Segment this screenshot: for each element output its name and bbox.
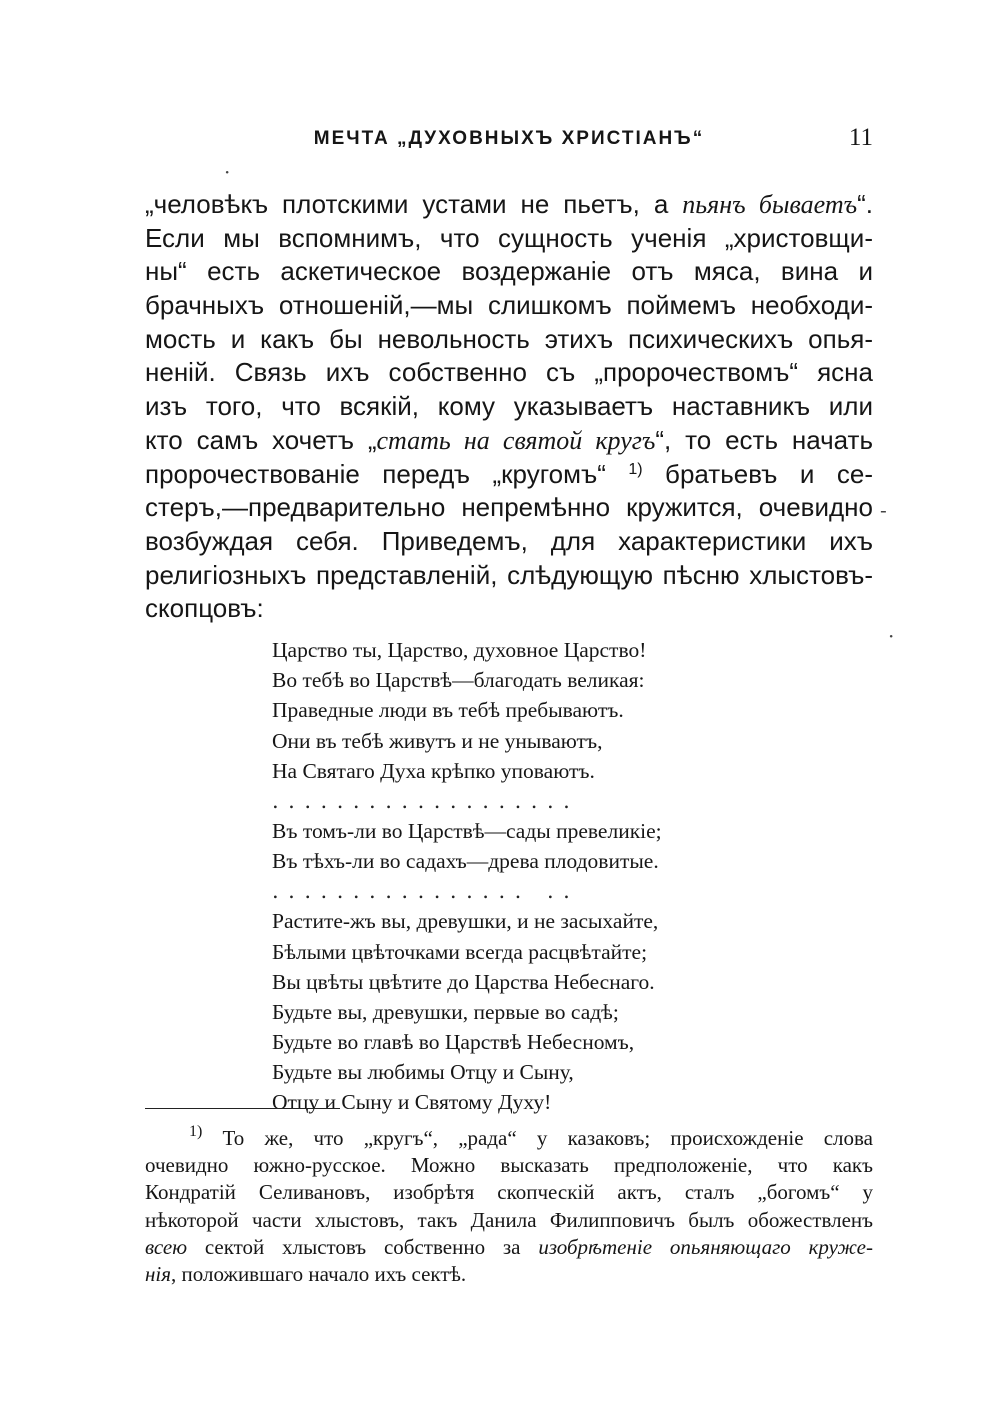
verse-line: Въ томъ-ли во Царствѣ—сады превеликіе;	[272, 818, 662, 843]
footnote-line	[145, 1261, 873, 1288]
body-line	[145, 188, 873, 222]
verse-line: Будьте вы любимы Отцу и Сыну,	[272, 1060, 574, 1085]
text-span: пророчествованіе передъ „кругомъ“	[145, 458, 629, 489]
verse-line: Они въ тебѣ живутъ и не унываютъ,	[272, 728, 603, 753]
margin-dot-right: ·	[888, 624, 895, 648]
ellipsis-row: ................ ..	[272, 879, 580, 904]
italic-phrase: изобрѣтеніе опьяняющаго круже-	[538, 1234, 873, 1259]
song-verse	[272, 635, 742, 1118]
footnote-marker: 1)	[189, 1123, 203, 1140]
stanza-2	[272, 816, 742, 876]
verse-line: Вы цвѣты цвѣтите до Царства Небеснаго.	[272, 969, 655, 994]
text-span: сектой хлыстовъ собственно за	[187, 1234, 539, 1259]
italic-phrase: всею	[145, 1234, 188, 1259]
footnote-line: Кондратій Селивановъ, изобрѣтя скопческій актъ, сталъ „богомъ“ у	[145, 1180, 873, 1205]
body-paragraph	[145, 188, 873, 626]
italic-phrase: стать на святой кругъ	[376, 425, 656, 455]
body-line: мость и какъ бы невольность этихъ психическихъ опья-	[145, 323, 873, 354]
text-span: кто самъ хочетъ „	[145, 424, 377, 455]
footnote-rule	[145, 1108, 340, 1109]
verse-line: Бѣлыми цвѣточками всегда расцвѣтайте;	[272, 939, 648, 964]
verse-line: Растите-жъ вы, древушки, и не засыхайте,	[272, 909, 659, 934]
body-line: ны“ есть аскетическое воздержаніе отъ мяса, вина и	[145, 256, 873, 287]
body-line: изъ того, что всякій, кому указываетъ наставникъ или	[145, 391, 873, 422]
body-line: религіозныхъ представленій, слѣдующую пѣсню хлыстовъ-	[145, 559, 873, 590]
body-line	[145, 424, 873, 458]
verse-line: Во тебѣ во Царствѣ—благодать великая:	[272, 668, 645, 693]
verse-line: Будьте вы, древушки, первые во садѣ;	[272, 999, 619, 1024]
body-line: Если мы вспомнимъ, что сущность ученія „христовщи-	[145, 222, 873, 253]
text-span: “, то есть начать	[655, 424, 873, 455]
footnote-reference: 1)	[628, 460, 643, 478]
text-span: братьевъ и се-	[642, 458, 873, 489]
body-line: скопцовъ:	[145, 593, 264, 624]
footnote	[145, 1125, 873, 1288]
text-span: То же, что „кругъ“, „рада“ у казаковъ; происхожденіе слова	[202, 1126, 873, 1150]
text-span: „человѣкъ плотскими устами не пьетъ, а	[145, 189, 683, 219]
running-title: МЕЧТА „ДУХОВНЫХЪ ХРИСТІАНЪ“	[313, 128, 705, 149]
italic-phrase: нія	[145, 1261, 172, 1286]
stanza-1	[272, 635, 742, 786]
page-header	[145, 124, 873, 156]
footnote-line: очевидно южно-русское. Можно высказать предположеніе, что какъ	[145, 1153, 873, 1178]
footnote-line	[145, 1234, 873, 1261]
text-span: “.	[857, 189, 874, 219]
body-line	[145, 458, 873, 492]
margin-dot-left: ·	[224, 160, 231, 184]
italic-phrase: пьянъ бываетъ	[682, 190, 858, 219]
body-line: возбуждая себя. Приведемъ, для характеристики ихъ	[145, 525, 873, 556]
verse-line: Царство ты, Царство, духовное Царство!	[272, 638, 647, 662]
footnote-line: нѣкоторой части хлыстовъ, такъ Данила Филипповичъ былъ обожествленъ	[145, 1207, 873, 1232]
verse-line: Въ тѣхъ-ли во садахъ—древа плодовитые.	[272, 849, 659, 874]
verse-line: На Святаго Духа крѣпко уповаютъ.	[272, 758, 595, 783]
body-line: неній. Связь ихъ собственно съ „пророчествомъ“ ясна	[145, 357, 873, 388]
verse-line: Будьте во главѣ во Царствѣ Небесномъ,	[272, 1030, 635, 1055]
margin-dash-right: -	[880, 498, 887, 522]
verse-line: Праведные люди въ тебѣ пребываютъ.	[272, 698, 624, 723]
page-number: 11	[848, 124, 873, 151]
body-line: стеръ,—предварительно непремѣнно кружится, очевидно	[145, 492, 873, 523]
text-span: , положившаго начало ихъ сектѣ.	[171, 1261, 467, 1286]
verse-line: Отцу и Сыну и Святому Духу!	[272, 1090, 552, 1115]
stanza-3	[272, 906, 742, 1117]
footnote-line	[145, 1125, 873, 1152]
ellipsis-row: ...................	[272, 788, 580, 813]
body-line: брачныхъ отношеній,—мы слишкомъ поймемъ необходи-	[145, 290, 873, 321]
